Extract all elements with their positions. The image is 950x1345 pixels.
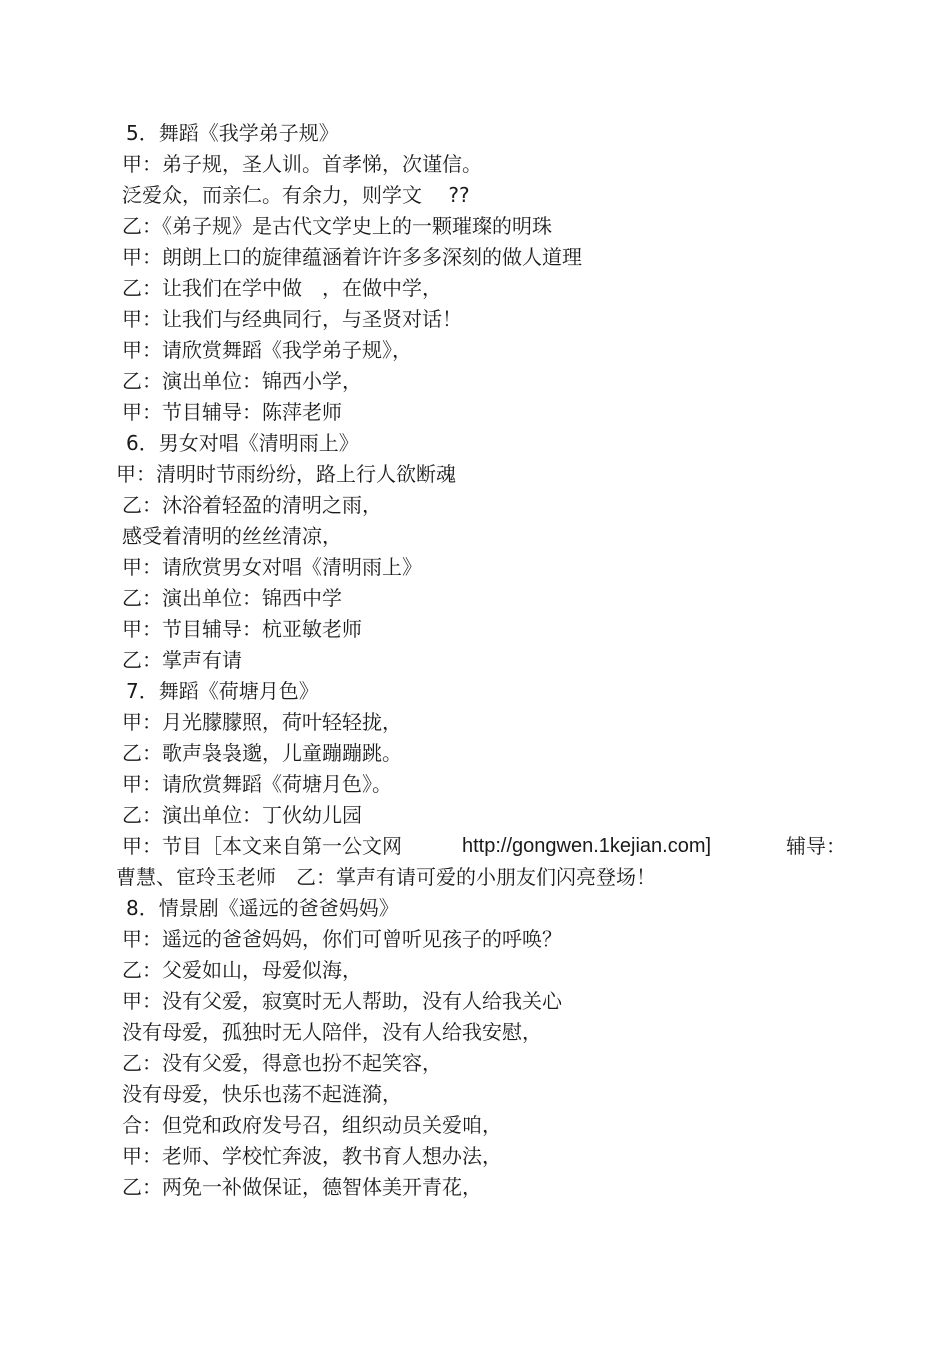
text-line: 乙：沐浴着轻盈的清明之雨， [122, 493, 382, 517]
text-line: 甲：节目辅导：陈萍老师 [122, 400, 342, 424]
text-line: 甲：清明时节雨纷纷，路上行人欲断魂 [116, 462, 456, 486]
section-heading: 8．情景剧《遥远的爸爸妈妈》 [126, 896, 399, 920]
text-fragment: 甲：节目［本文来自第一公文网 [122, 834, 402, 858]
text-line: 合：但党和政府发号召，组织动员关爱咱， [122, 1113, 502, 1137]
text-line: 乙：没有父爱，得意也扮不起笑容， [122, 1051, 442, 1075]
text-line: 甲：请欣赏舞蹈《荷塘月色》。 [122, 772, 392, 796]
text-line: 没有母爱，孤独时无人陪伴，没有人给我安慰， [122, 1020, 542, 1044]
section-heading: 5．舞蹈《我学弟子规》 [126, 121, 339, 145]
text-line: 乙：《弟子规》是古代文学史上的一颗璀璨的明珠 [122, 214, 552, 238]
text-line: 没有母爱，快乐也荡不起涟漪， [122, 1082, 402, 1106]
text-line: 乙：歌声袅袅邈，儿童蹦蹦跳。 [122, 741, 402, 765]
text-line: 甲：弟子规，圣人训。首孝悌，次谨信。 [122, 152, 482, 176]
text-line: 甲：节目辅导：杭亚敏老师 [122, 617, 362, 641]
text-line: 甲：遥远的爸爸妈妈，你们可曾听见孩子的呼唤？ [122, 927, 562, 951]
section-heading: 7．舞蹈《荷塘月色》 [126, 679, 319, 703]
section-heading: 6．男女对唱《清明雨上》 [126, 431, 359, 455]
text-line: 甲：朗朗上口的旋律蕴涵着许许多多深刻的做人道理 [122, 245, 582, 269]
text-line: 甲：让我们与经典同行，与圣贤对话！ [122, 307, 462, 331]
text-line: 乙：让我们在学中做 ，在做中学， [122, 276, 442, 300]
text-line: 甲：月光朦朦照，荷叶轻轻拢， [122, 710, 402, 734]
text-line: 甲：请欣赏舞蹈《我学弟子规》， [122, 338, 412, 362]
text-line: 感受着清明的丝丝清凉， [122, 524, 342, 548]
text-line: 乙：两免一补做保证，德智体美开青花， [122, 1175, 482, 1199]
text-line: 乙：演出单位：丁伙幼儿园 [122, 803, 362, 827]
text-line: 泛爱众，而亲仁。有余力，则学文 ?? [122, 183, 470, 207]
text-line: 乙：演出单位：锦西小学， [122, 369, 362, 393]
text-line: 乙：演出单位：锦西中学 [122, 586, 342, 610]
text-line: 甲：没有父爱，寂寞时无人帮助，没有人给我关心 [122, 989, 562, 1013]
text-fragment: 辅导： [786, 834, 846, 858]
text-line: 乙：掌声有请 [122, 648, 242, 672]
text-line-source [122, 831, 402, 862]
text-line: 甲：请欣赏男女对唱《清明雨上》 [122, 555, 422, 579]
source-url: http://gongwen.1kejian.com] [462, 835, 712, 857]
text-line: 乙：父爱如山，母爱似海， [122, 958, 362, 982]
text-line: 曹慧、宦玲玉老师 乙：掌声有请可爱的小朋友们闪亮登场！ [116, 865, 656, 889]
text-line: 甲：老师、学校忙奔波，教书育人想办法， [122, 1144, 502, 1168]
